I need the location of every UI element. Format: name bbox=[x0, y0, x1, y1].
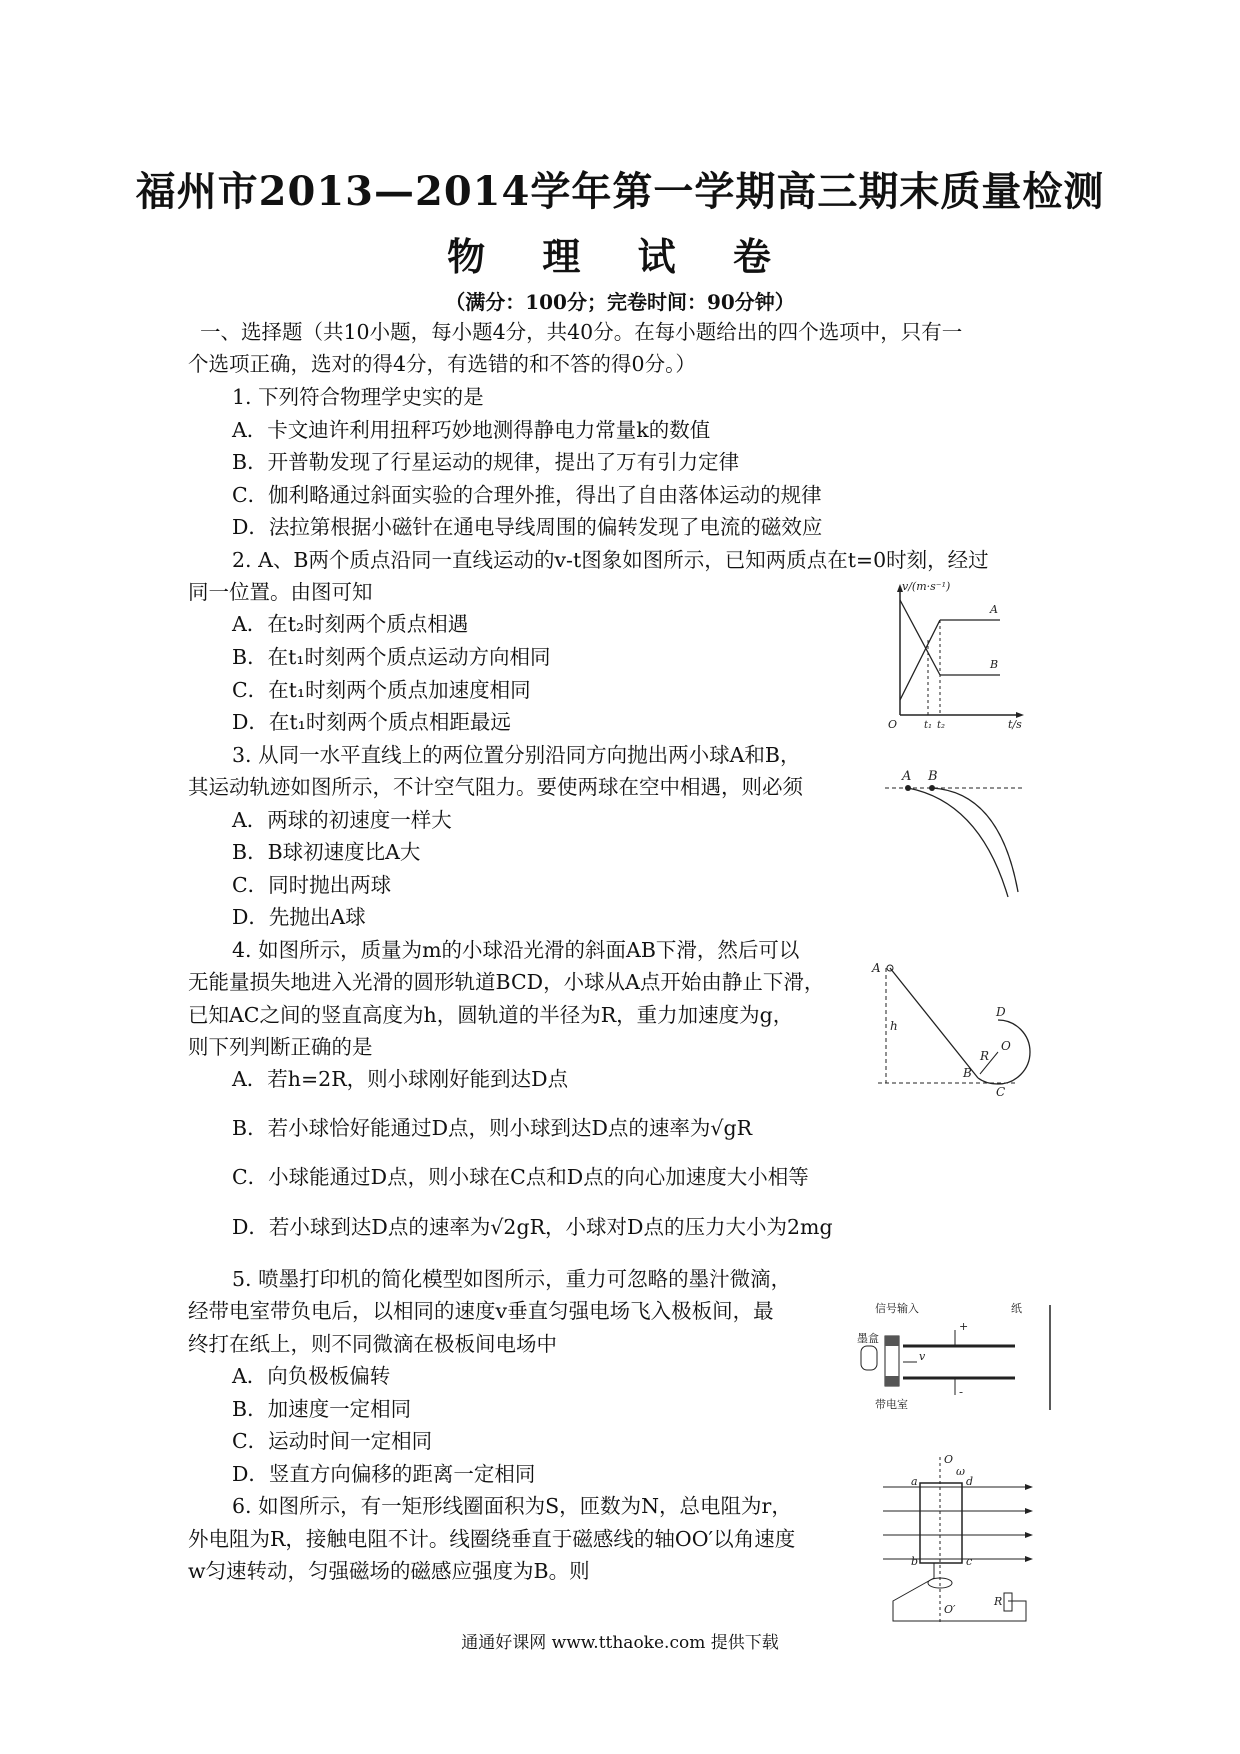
q6-omega: ω bbox=[956, 1465, 965, 1478]
q2-graph-ylabel: v/(m·s⁻¹) bbox=[902, 580, 951, 593]
q2-option-a: A．在t₂时刻两个质点相遇 bbox=[232, 612, 469, 636]
q5-option-b: B．加速度一定相同 bbox=[232, 1397, 412, 1421]
q5-paper-label: 纸 bbox=[1011, 1302, 1022, 1315]
q3-point-a: A bbox=[902, 769, 912, 784]
q4-option-a: A．若h=2R，则小球刚好能到达D点 bbox=[232, 1067, 569, 1091]
q6-resistor-r: R bbox=[994, 1595, 1003, 1608]
q5-option-a: A．向负极板偏转 bbox=[232, 1364, 391, 1388]
q2-stem-cont: 同一位置。由图可知 bbox=[188, 580, 373, 604]
q1-stem: 1. 下列符合物理学史实的是 bbox=[232, 385, 484, 409]
q4-track-figure bbox=[868, 958, 1048, 1098]
q5-minus: - bbox=[959, 1385, 964, 1399]
q4-option-c: C．小球能通过D点，则小球在C点和D点的向心加速度大小相等 bbox=[232, 1165, 809, 1189]
q2-vt-graph bbox=[880, 580, 1030, 730]
q3-stem-cont: 其运动轨迹如图所示，不计空气阻力。要使两球在空中相遇，则必须 bbox=[188, 775, 803, 799]
q6-stem-cont-2: w匀速转动，匀强磁场的磁感应强度为B。则 bbox=[188, 1559, 590, 1583]
q1-option-d: D．法拉第根据小磁针在通电导线周围的偏转发现了电流的磁效应 bbox=[232, 515, 823, 539]
q4-point-c: C bbox=[996, 1085, 1006, 1098]
q6-corner-a: a bbox=[911, 1475, 918, 1488]
q2-stem: 2. A、B两个质点沿同一直线运动的v-t图象如图所示，已知两质点在t=0时刻，经过 bbox=[232, 548, 989, 572]
q6-axis-o: O bbox=[944, 1453, 954, 1466]
q2-graph-t2: t₂ bbox=[937, 720, 946, 730]
q6-corner-d: d bbox=[966, 1475, 974, 1488]
q4-point-b: B bbox=[963, 1066, 972, 1080]
subject-title: 物 理 试 卷 bbox=[447, 234, 793, 279]
q3-trajectory-figure bbox=[880, 762, 1030, 902]
q1-option-a: A．卡文迪许利用扭秤巧妙地测得静电力常量k的数值 bbox=[232, 418, 711, 442]
q4-option-d: D．若小球到达D点的速率为√2gR，小球对D点的压力大小为2mg bbox=[232, 1215, 833, 1239]
q2-option-b: B．在t₁时刻两个质点运动方向相同 bbox=[232, 645, 551, 669]
q5-stem: 5. 喷墨打印机的简化模型如图所示，重力可忽略的墨汁微滴， bbox=[232, 1267, 792, 1291]
q6-coil-figure bbox=[878, 1453, 1038, 1625]
page-footer: 通通好课网 www.tthaoke.com 提供下载 bbox=[461, 1633, 779, 1653]
q6-corner-c: c bbox=[966, 1555, 973, 1568]
q5-option-c: C．运动时间一定相同 bbox=[232, 1429, 433, 1453]
q3-option-a: A．两球的初速度一样大 bbox=[232, 808, 452, 832]
q4-point-o: O bbox=[1001, 1039, 1011, 1053]
q3-point-b: B bbox=[928, 769, 938, 784]
q1-option-c: C．伽利略通过斜面实验的合理外推，得出了自由落体运动的规律 bbox=[232, 483, 822, 507]
q5-stem-cont-2: 终打在纸上，则不同微滴在极板间电场中 bbox=[188, 1332, 557, 1356]
q1-option-b: B．开普勒发现了行星运动的规律，提出了万有引力定律 bbox=[232, 450, 740, 474]
exam-info: （满分：100分；完卷时间：90分钟） bbox=[445, 290, 795, 314]
section-heading: 一、选择题（共10小题，每小题4分，共40分。在每小题给出的四个选项中，只有一 bbox=[200, 320, 963, 344]
q4-stem-cont-2: 已知AC之间的竖直高度为h，圆轨道的半径为R，重力加速度为g， bbox=[188, 1003, 794, 1027]
q5-stem-cont-1: 经带电室带负电后，以相同的速度v垂直匀强电场飞入极板间，最 bbox=[188, 1299, 774, 1323]
q6-stem: 6. 如图所示，有一矩形线圈面积为S，匝数为N，总电阻为r， bbox=[232, 1494, 792, 1518]
q4-point-d: D bbox=[996, 1005, 1006, 1019]
q5-option-d: D．竖直方向偏移的距离一定相同 bbox=[232, 1462, 536, 1486]
q4-radius-r: R bbox=[980, 1049, 990, 1063]
q5-charge-label: 带电室 bbox=[875, 1398, 908, 1411]
q2-option-d: D．在t₁时刻两个质点相距最远 bbox=[232, 710, 511, 734]
q2-option-c: C．在t₁时刻两个质点加速度相同 bbox=[232, 678, 531, 702]
q4-stem-cont-3: 则下列判断正确的是 bbox=[188, 1035, 373, 1059]
q4-stem: 4. 如图所示，质量为m的小球沿光滑的斜面AB下滑，然后可以 bbox=[232, 938, 800, 962]
q2-graph-t1: t₁ bbox=[924, 720, 933, 730]
q5-signal-label: 信号输入 bbox=[875, 1302, 919, 1315]
q4-option-b: B．若小球恰好能通过D点，则小球到达D点的速率为√gR bbox=[232, 1116, 753, 1140]
q4-point-a: A bbox=[872, 961, 881, 975]
q3-option-d: D．先抛出A球 bbox=[232, 905, 366, 929]
q2-graph-line-a: A bbox=[990, 603, 998, 616]
q5-printer-figure bbox=[855, 1300, 1065, 1415]
q5-velocity: v bbox=[919, 1350, 926, 1363]
q6-stem-cont-1: 外电阻为R，接触电阻不计。线圈绕垂直于磁感线的轴OO′以角速度 bbox=[188, 1527, 796, 1551]
q5-ink-label: 墨盒 bbox=[857, 1332, 879, 1345]
q4-height-h: h bbox=[890, 1019, 898, 1033]
q3-option-b: B．B球初速度比A大 bbox=[232, 840, 421, 864]
q6-corner-b: b bbox=[911, 1555, 919, 1568]
section-heading-cont: 个选项正确，选对的得4分，有选错的和不答的得0分。） bbox=[188, 352, 696, 376]
q2-graph-origin: O bbox=[888, 718, 898, 730]
q5-plus: + bbox=[959, 1320, 969, 1333]
q6-axis-o-prime: O′ bbox=[944, 1603, 956, 1616]
q2-graph-line-b: B bbox=[990, 658, 999, 671]
q3-option-c: C．同时抛出两球 bbox=[232, 873, 392, 897]
q4-stem-cont-1: 无能量损失地进入光滑的圆形轨道BCD，小球从A点开始由静止下滑， bbox=[188, 970, 825, 994]
page-title: 福州市2013—2014学年第一学期高三期末质量检测 bbox=[135, 168, 1105, 215]
q3-stem: 3. 从同一水平直线上的两位置分别沿同方向抛出两小球A和B， bbox=[232, 743, 801, 767]
q2-graph-xlabel: t/s bbox=[1008, 718, 1022, 730]
